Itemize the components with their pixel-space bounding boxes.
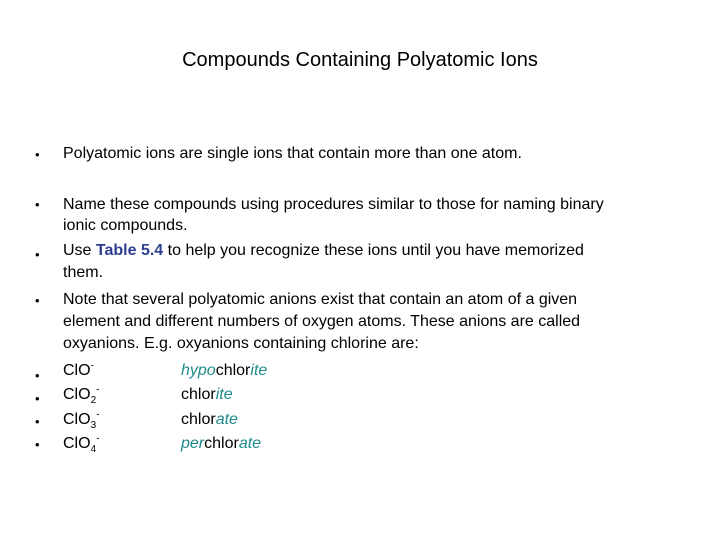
bullet-glyph: •: [35, 293, 40, 308]
bullet-glyph: •: [35, 391, 40, 406]
slide-title: Compounds Containing Polyatomic Ions: [182, 49, 538, 71]
text-segment: to help you recognize these ions until you have memorized: [163, 242, 584, 259]
bullet-glyph: •: [35, 368, 40, 383]
text-segment: Use: [63, 242, 96, 259]
bullet-glyph: •: [35, 414, 40, 429]
ion-formula: ClO-: [63, 360, 94, 379]
bullet-text: [63, 241, 584, 261]
bullet-text: them.: [63, 264, 104, 281]
bullet-text: Polyatomic ions are single ions that contain more than one atom.: [63, 145, 522, 162]
bullet-glyph: •: [35, 247, 40, 262]
table-reference: Table 5.4: [95, 242, 164, 259]
bullet-text: Name these compounds using procedures similar to those for naming binary: [63, 196, 604, 213]
bullet-text: ionic compounds.: [63, 217, 188, 234]
ion-name: chlorite: [181, 386, 233, 403]
ion-formula: ClO$_3$-: [63, 409, 100, 432]
bullet-text: oxyanions. E.g. oxyanions containing chlorine are:: [63, 335, 419, 352]
bullet-text: element and different numbers of oxygen atoms. These anions are called: [63, 313, 581, 330]
ion-formula: ClO$_4$-: [63, 433, 100, 456]
bullet-glyph: •: [35, 197, 40, 212]
bullet-glyph: •: [35, 437, 40, 452]
ion-name: chlorate: [181, 411, 238, 428]
bullet-glyph: •: [35, 147, 40, 162]
ion-name: perchlorate: [181, 435, 262, 452]
ion-name: hypochlorite: [181, 362, 268, 379]
bullet-text: Note that several polyatomic anions exist that contain an atom of a given: [63, 291, 578, 308]
ion-formula: ClO$_2$-: [63, 384, 100, 407]
